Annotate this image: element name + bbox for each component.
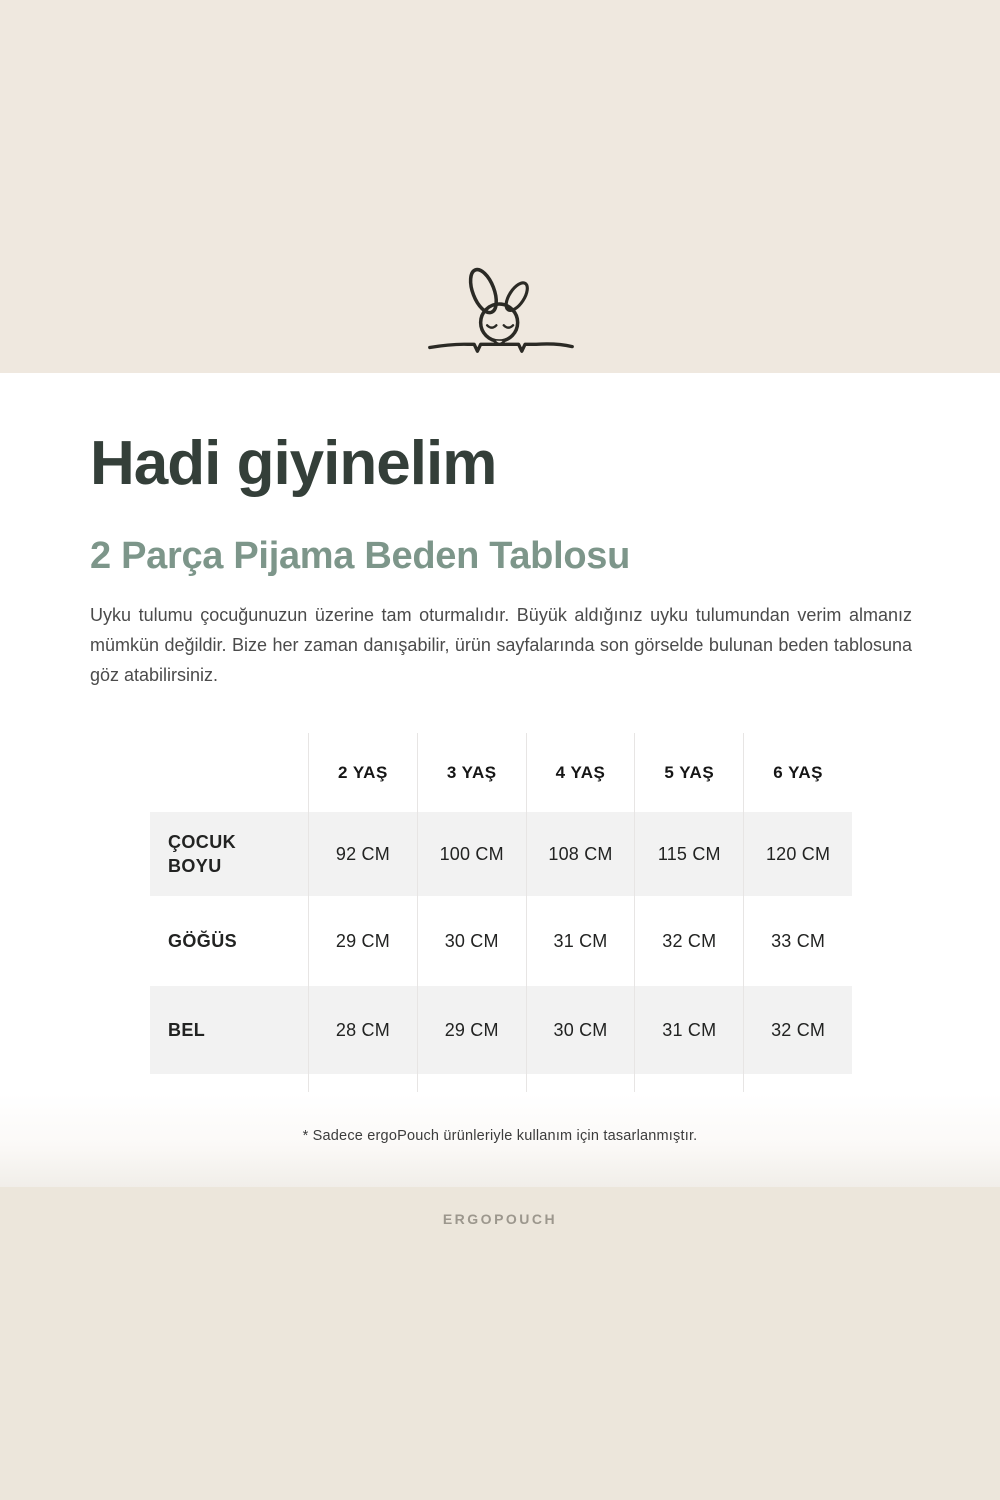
- table-cell: 32 CM: [743, 986, 852, 1074]
- description-paragraph: Uyku tulumu çocuğunuzun üzerine tam oturmalıdır. Büyük aldığınız uyku tulumundan verim almanız mümkün değildir. Bize her zaman danışabilir, ürün sayfalarında son görselde bulunan beden tablosuna göz atabilirsiniz.: [90, 605, 912, 685]
- table-cell: 28 CM: [308, 986, 417, 1074]
- page-title: Hadi giyinelim: [90, 429, 497, 498]
- brand-wordmark: ERGOPOUCH: [442, 1211, 558, 1227]
- page-subtitle: 2 Parça Pijama Beden Tablosu: [90, 535, 631, 577]
- footnote: * Sadece ergoPouch ürünleriyle kullanım için tasarlanmıştır.: [302, 1128, 698, 1144]
- table-cell: 29 CM: [417, 986, 526, 1074]
- table-cell: 30 CM: [526, 986, 635, 1074]
- table-row-cocuk-boyu: [150, 812, 852, 896]
- row-label: BEL: [168, 1019, 206, 1040]
- column-header-5-yas: 5 YAŞ: [634, 733, 743, 812]
- table-header-row: [150, 733, 852, 812]
- table-bottom-stub: [150, 1074, 852, 1092]
- table-cell: 32 CM: [634, 896, 743, 986]
- table-header-empty-cell: [150, 733, 308, 812]
- footer-section: [0, 1187, 1000, 1500]
- table-cell: 31 CM: [526, 896, 635, 986]
- hero-section: [0, 0, 1000, 373]
- ergopouch-bunny-logo-icon: [427, 266, 575, 368]
- table-cell: 120 CM: [743, 812, 852, 896]
- table-cell: 100 CM: [417, 812, 526, 896]
- table-cell: 29 CM: [308, 896, 417, 986]
- column-header-4-yas: 4 YAŞ: [526, 733, 635, 812]
- row-label: ÇOCUK BOYU: [168, 831, 236, 876]
- size-table: [150, 733, 852, 1092]
- table-cell: 30 CM: [417, 896, 526, 986]
- table-cell: 92 CM: [308, 812, 417, 896]
- table-row-gogus: [150, 896, 852, 986]
- column-header-2-yas: 2 YAŞ: [308, 733, 417, 812]
- table-cell: 108 CM: [526, 812, 635, 896]
- column-header-3-yas: 3 YAŞ: [417, 733, 526, 812]
- row-label: GÖĞÜS: [168, 930, 238, 951]
- table-cell: 115 CM: [634, 812, 743, 896]
- column-header-6-yas: 6 YAŞ: [743, 733, 852, 812]
- table-row-bel: [150, 986, 852, 1074]
- table-cell: 33 CM: [743, 896, 852, 986]
- table-cell: 31 CM: [634, 986, 743, 1074]
